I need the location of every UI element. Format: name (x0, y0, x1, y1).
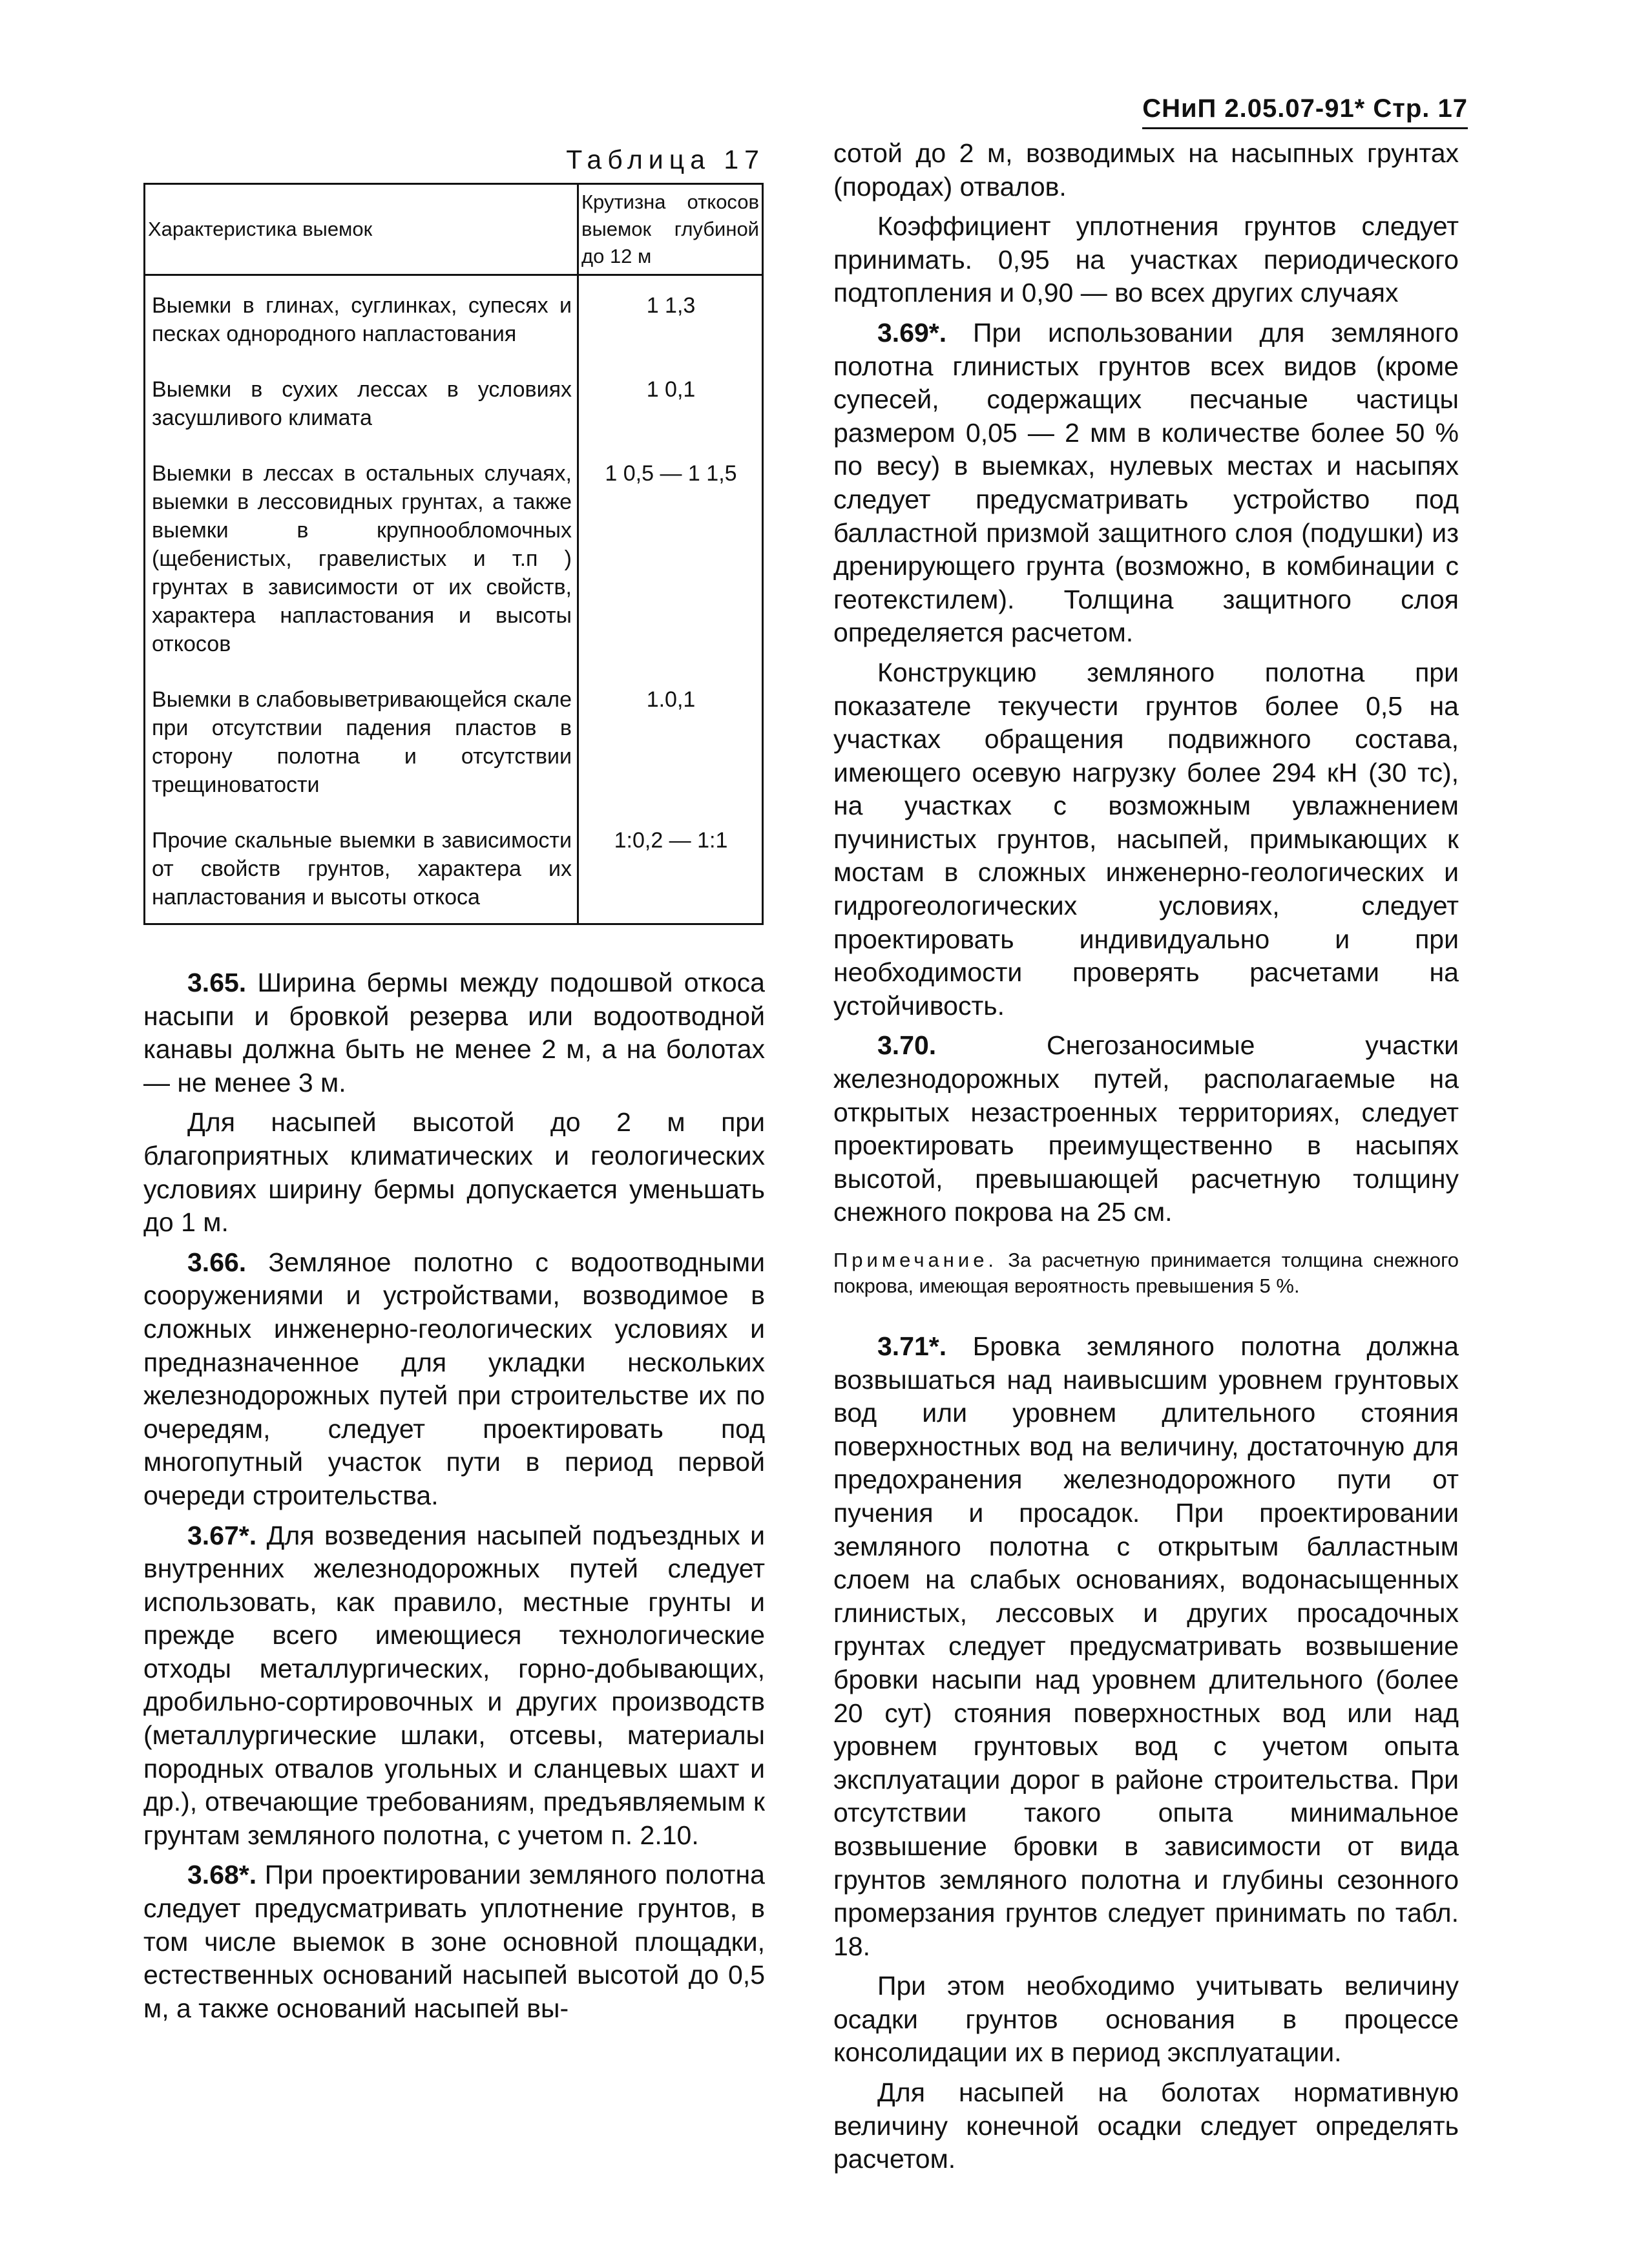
clause-number: 3.70. (877, 1030, 937, 1061)
table-cell-description: Прочие скальные выемки в зависимости от свойств грунтов, характера их напластования и высоты откоса (145, 811, 578, 924)
table-cell-slope: 1 0,1 (578, 360, 763, 444)
table-row (145, 360, 763, 444)
table-row (145, 275, 763, 360)
table-cell-description: Выемки в лессах в остальных случаях, выемки в лессовидных грунтах, а также выемки в крупнообломочных (щебенистых, гравелистых и т.п ) грунтах в зависимости от их свойств, характера напластования и высоты откосов (145, 444, 578, 670)
clause-number: 3.65. (187, 968, 247, 997)
table-cell-description: Выемки в глинах, суглинках, супесях и песках однородного напластования (145, 275, 578, 360)
table-cell-slope: 1:0,2 — 1:1 (578, 811, 763, 924)
clause-number: 3.69*. (877, 317, 947, 348)
clause-number: 3.68*. (187, 1860, 257, 1890)
table-row (145, 811, 763, 924)
paragraph-3-70 (833, 1029, 1459, 1229)
table-cell-description: Выемки в слабовыветривающейся скале при отсутствии падения пластов в сторону полотна и отсутствии трещиноватости (145, 670, 578, 811)
note-text: За расчетную принимается толщина снежного покрова, имеющая вероятность превышения 5 %. (833, 1249, 1459, 1297)
paragraph-3-69 (833, 317, 1459, 650)
table-caption: Таблица 17 (566, 145, 765, 174)
table-row (145, 444, 763, 670)
clause-number: 3.66. (187, 1247, 247, 1277)
paragraph-text: При проектировании земляного полотна следует предусматривать уплотнение грунтов, в том числе выемок в зоне основной площадки, естественных оснований насыпей высотой до 0,5 м, а также оснований насыпей вы- (143, 1860, 765, 2023)
table-row (145, 670, 763, 811)
paragraph-3-69-b: Конструкцию земляного полотна при показателе текучести грунтов более 0,5 на участках обращения подвижного состава, имеющего осевую нагрузку более 294 кН (30 тс), на участках с возможным увлажнением пучинистых грунтов, насыпей, примыкающих к мостам в сложных инженерно-геологических и гидрогеологических условиях, следует проектировать индивидуально и при необходимости проверять расчетами на устойчивость. (833, 657, 1459, 1021)
paragraph-3-68-b: Коэффициент уплотнения грунтов следует принимать. 0,95 на участках периодического подтопления и 0,90 — во всех других случаях (833, 211, 1459, 308)
slope-table (143, 183, 764, 925)
page-header: СНиП 2.05.07-91* Стр. 17 (1142, 94, 1468, 129)
table-header-slope: Крутизна откосов выемок глубиной до 12 м (578, 184, 763, 275)
paragraph-text: Ширина бермы между подошвой откоса насыпи и бровкой резерва или водоотводной канавы должна быть не менее 2 м, а на болотах — не менее 3 м. (143, 968, 765, 1098)
right-column (833, 137, 1459, 2183)
clause-number: 3.67*. (187, 1520, 257, 1550)
paragraph-text: Земляное полотно с водоотводными сооружениями и устройствами, возводимое в сложных инженерно-геологических условиях и предназначенное для укладки нескольких железнодорожных путей при строительстве их по очередям, следует проектировать под многопутный участок пути в период первой очереди строительства. (143, 1247, 765, 1510)
note-label: Примечание. (833, 1249, 998, 1271)
table-cell-slope: 1.0,1 (578, 670, 763, 811)
paragraph-text: Бровка земляного полотна должна возвышаться над наивысшим уровнем грунтовых вод или уровнем длительного стояния поверхностных вод на величину, достаточную для предохранения железнодорожного пути от пучения и просадок. При проектировании земляного полотна с открытым балластным слоем на слабых основаниях, водонасыщенных глинистых, лессовых и других просадочных грунтах следует предусматривать возвышение бровки насыпи над уровнем длительного (более 20 сут) стояния поверхностных вод или над уровнем грунтовых вод с учетом опыта эксплуатации дорог в районе строительства. При отсутствии такого опыта минимальное возвышение бровки в зависимости от вида грунтов земляного полотна и глубины сезонного промерзания грунтов следует принимать по табл. 18. (833, 1331, 1459, 1961)
paragraph-3-66 (143, 1246, 765, 1513)
paragraph-3-71-b: При этом необходимо учитывать величину осадки грунтов основания в процессе консолидации их в период эксплуатации. (833, 1971, 1459, 2068)
clause-number: 3.71*. (877, 1331, 947, 1361)
paragraph-3-65-b: Для насыпей высотой до 2 м при благоприятных климатических и геологических условиях ширину бермы допускается уменьшать до 1 м. (143, 1107, 765, 1238)
paragraph-3-71-c: Для насыпей на болотах нормативную величину конечной осадки следует определять расчетом. (833, 2077, 1459, 2174)
paragraph-3-68 (143, 1858, 765, 2025)
paragraph-text: При использовании для земляного полотна глинистых грунтов всех видов (кроме супесей, содержащих песчаные частицы размером 0,05 — 2 мм в количестве более 50 % по весу) в выемках, нулевых местах и насыпях следует предусматривать устройство под балластной призмой защитного слоя (подушки) из дренирующего грунта (возможно, в комбинации с геотекстилем). Толщина защитного слоя определяется расчетом. (833, 317, 1459, 648)
paragraph-3-68-continued: сотой до 2 м, возводимых на насыпных грунтах (породах) отвалов. (833, 138, 1459, 202)
paragraph-3-65 (143, 966, 765, 1099)
table-header-characteristic: Характеристика выемок (145, 184, 578, 275)
paragraph-text: Снегозаносимые участки железнодорожных путей, располагаемые на открытых незастроенных территориях, следует проектировать преимущественно в насыпях высотой, превышающей расчетную толщину снежного покрова на 25 см. (833, 1030, 1459, 1227)
note (833, 1247, 1459, 1299)
paragraph-3-67 (143, 1519, 765, 1853)
table-header-row (145, 184, 763, 275)
paragraph-3-71 (833, 1330, 1459, 1963)
left-column (143, 137, 765, 2032)
paragraph-text: Для возведения насыпей подъездных и внутренних железнодорожных путей следует использовать, как правило, местные грунты и прежде всего имеющиеся технологические отходы металлургических, горно-добывающих, дробильно-сортировочных и других производств (металлургические шлаки, отсевы, материалы породных отвалов угольных и сланцевых шахт и др.), отвечающие требованиям, предъявляемым к грунтам земляного полотна, с учетом п. 2.10. (143, 1520, 765, 1850)
table-cell-slope: 1 0,5 — 1 1,5 (578, 444, 763, 670)
table-cell-description: Выемки в сухих лессах в условиях засушливого климата (145, 360, 578, 444)
table-cell-slope: 1 1,3 (578, 275, 763, 360)
